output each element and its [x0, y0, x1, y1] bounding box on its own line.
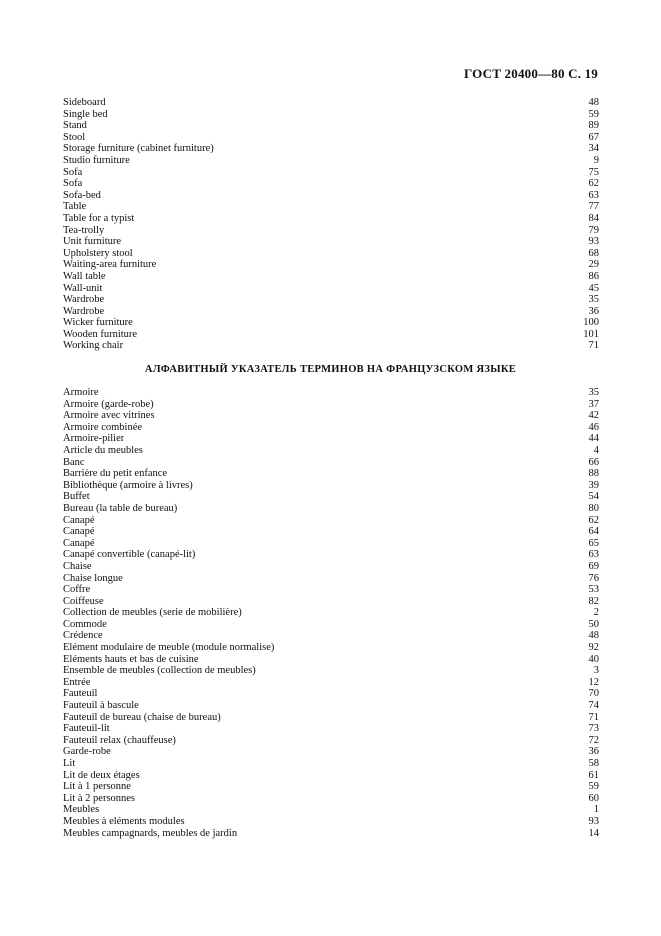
index-number: 86 — [588, 270, 599, 282]
index-number: 75 — [588, 166, 599, 178]
index-term: Lit — [63, 758, 76, 769]
index-entry — [63, 804, 599, 816]
index-term: Upholstery stool — [63, 247, 133, 259]
index-term: Fauteuil de bureau (chaise de bureau) — [63, 711, 221, 723]
index-entry — [63, 654, 599, 666]
index-entry — [63, 793, 599, 805]
index-term: Working chair — [63, 340, 124, 352]
index-term: Sofa — [63, 166, 83, 178]
index-number: 39 — [588, 479, 599, 491]
index-entry — [63, 596, 599, 608]
index-number: 68 — [588, 247, 599, 259]
index-number: 65 — [588, 537, 599, 549]
index-number: 54 — [588, 491, 599, 503]
index-term: Meubles — [63, 804, 100, 816]
index-entry — [63, 549, 599, 561]
index-number: 84 — [588, 212, 599, 224]
index-entry — [63, 712, 599, 724]
index-entry — [63, 132, 599, 144]
index-term: Coffre — [63, 584, 91, 596]
index-number: 101 — [583, 328, 599, 340]
index-entry — [63, 758, 599, 770]
index-number: 45 — [588, 282, 599, 294]
index-term: Crédence — [63, 630, 103, 642]
index-term: Fauteuil à bascule — [63, 700, 139, 712]
index-number: 36 — [588, 305, 599, 317]
index-entry — [63, 109, 599, 121]
index-number: 63 — [588, 189, 599, 201]
index-term: Wardrobe — [63, 305, 105, 317]
index-entry — [63, 225, 599, 237]
index-number: 100 — [583, 317, 599, 329]
index-entry — [63, 97, 599, 109]
index-number: 9 — [593, 154, 599, 166]
index-term: Wall-unit — [63, 282, 103, 294]
index-number: 59 — [588, 108, 599, 120]
index-entry — [63, 607, 599, 619]
index-number: 35 — [588, 294, 599, 306]
index-term: Meubles campagnards, meubles de jardin — [63, 827, 238, 839]
index-entry — [63, 271, 599, 283]
index-number: 72 — [588, 734, 599, 746]
index-entry — [63, 781, 599, 793]
index-entry — [63, 573, 599, 585]
index-number: 63 — [588, 549, 599, 561]
english-index-list — [63, 97, 599, 352]
index-term: Armoire-pilier — [63, 433, 125, 445]
index-entry — [63, 503, 599, 515]
index-term: Fauteuil-lit — [63, 723, 110, 735]
index-number: 60 — [588, 792, 599, 804]
index-entry — [63, 677, 599, 689]
index-number: 3 — [593, 665, 599, 677]
index-entry — [63, 538, 599, 550]
index-number: 46 — [588, 421, 599, 433]
index-entry — [63, 735, 599, 747]
index-term: Chaise — [63, 560, 92, 572]
index-entry — [63, 526, 599, 538]
index-number: 2 — [593, 607, 599, 619]
index-number: 29 — [588, 259, 599, 271]
index-term: Lit à 2 personnes — [63, 792, 136, 804]
index-number: 4 — [593, 444, 599, 456]
index-number: 14 — [588, 827, 599, 839]
index-entry — [63, 457, 599, 469]
index-term: Canapé convertible (canapé-lit) — [63, 549, 196, 561]
index-number: 36 — [588, 746, 599, 758]
index-number: 66 — [588, 456, 599, 468]
index-number: 74 — [588, 700, 599, 712]
index-entry — [63, 515, 599, 527]
index-term: Bureau (la table de bureau) — [63, 502, 178, 514]
index-entry — [63, 816, 599, 828]
french-index-list — [63, 387, 599, 839]
index-term: Banc — [63, 456, 85, 468]
index-number: 48 — [588, 97, 599, 108]
index-entry — [63, 468, 599, 480]
index-entry — [63, 201, 599, 213]
index-term: Table — [63, 201, 87, 213]
index-entry — [63, 723, 599, 735]
index-term: Coiffeuse — [63, 595, 104, 607]
page-header: ГОСТ 20400—80 С. 19 — [464, 66, 598, 81]
index-entry — [63, 433, 599, 445]
index-entry — [63, 213, 599, 225]
index-term: Canapé — [63, 537, 95, 549]
index-term: Stool — [63, 131, 86, 143]
index-term: Eléments hauts et bas de cuisine — [63, 653, 199, 665]
index-entry — [63, 445, 599, 457]
index-term: Armoire combinée — [63, 421, 143, 433]
index-number: 34 — [588, 143, 599, 155]
index-entry — [63, 642, 599, 654]
index-term: Unit furniture — [63, 236, 122, 248]
index-number: 70 — [588, 688, 599, 700]
index-number: 48 — [588, 630, 599, 642]
index-entry — [63, 167, 599, 179]
index-entry — [63, 329, 599, 341]
index-number: 82 — [588, 595, 599, 607]
index-term: Waiting-area furniture — [63, 259, 157, 271]
index-term: Sofa-bed — [63, 189, 101, 201]
index-entry — [63, 340, 599, 352]
index-term: Lit à 1 personne — [63, 781, 131, 793]
index-number: 62 — [588, 178, 599, 190]
index-term: Elément modulaire de meuble (module normalise) — [63, 642, 275, 654]
index-entry — [63, 480, 599, 492]
index-term: Table for a typist — [63, 212, 135, 224]
index-number: 80 — [588, 502, 599, 514]
index-number: 92 — [588, 642, 599, 654]
index-entry — [63, 143, 599, 155]
index-entry — [63, 387, 599, 399]
index-entry — [63, 770, 599, 782]
index-number: 53 — [588, 584, 599, 596]
index-number: 67 — [588, 131, 599, 143]
index-number: 71 — [588, 340, 599, 352]
index-term: Canapé — [63, 514, 95, 526]
french-index-heading: АЛФАВИТНЫЙ УКАЗАТЕЛЬ ТЕРМИНОВ НА ФРАНЦУЗСКОМ ЯЗЫКЕ — [144, 364, 517, 375]
index-term: Storage furniture (cabinet furniture) — [63, 143, 214, 155]
index-entry — [63, 120, 599, 132]
index-entry — [63, 155, 599, 167]
index-entry — [63, 828, 599, 840]
index-term: Fauteuil — [63, 688, 98, 700]
index-term: Entrée — [63, 676, 91, 688]
index-term: Fauteuil relax (chauffeuse) — [63, 734, 176, 746]
index-term: Studio furniture — [63, 154, 130, 166]
index-number: 50 — [588, 618, 599, 630]
index-number: 37 — [588, 398, 599, 410]
index-entry — [63, 630, 599, 642]
index-number: 35 — [588, 387, 599, 398]
index-term: Wicker furniture — [63, 317, 133, 329]
index-number: 42 — [588, 410, 599, 422]
index-entry — [63, 399, 599, 411]
index-number: 71 — [588, 711, 599, 723]
index-number: 1 — [593, 804, 599, 816]
index-entry — [63, 178, 599, 190]
index-entry — [63, 294, 599, 306]
index-term: Ensemble de meubles (collection de meubles) — [63, 665, 256, 677]
index-term: Armoire avec vitrines — [63, 410, 155, 422]
index-number: 40 — [588, 653, 599, 665]
index-entry — [63, 665, 599, 677]
index-term: Stand — [63, 120, 87, 132]
index-entry — [63, 561, 599, 573]
index-term: Armoire — [63, 387, 99, 398]
index-entry — [63, 317, 599, 329]
index-term: Barrière du petit enfance — [63, 468, 168, 480]
index-term: Buffet — [63, 491, 90, 503]
index-entry — [63, 746, 599, 758]
index-number: 58 — [588, 758, 599, 769]
index-number: 59 — [588, 781, 599, 793]
index-number: 93 — [588, 815, 599, 827]
index-term: Sideboard — [63, 97, 106, 108]
index-number: 44 — [588, 433, 599, 445]
index-entry — [63, 688, 599, 700]
index-number: 88 — [588, 468, 599, 480]
index-number: 77 — [588, 201, 599, 213]
index-term: Wall table — [63, 270, 106, 282]
index-term: Chaise longue — [63, 572, 123, 584]
index-entry — [63, 248, 599, 260]
index-term: Collection de meubles (serie de mobilière) — [63, 607, 242, 619]
index-number: 12 — [588, 676, 599, 688]
index-entry — [63, 190, 599, 202]
index-number: 73 — [588, 723, 599, 735]
index-number: 61 — [588, 769, 599, 781]
index-term: Meubles à eléments modules — [63, 815, 185, 827]
index-term: Canapé — [63, 526, 95, 538]
index-term: Wardrobe — [63, 294, 105, 306]
index-entry — [63, 491, 599, 503]
index-term: Commode — [63, 618, 107, 630]
index-term: Wooden furniture — [63, 328, 138, 340]
index-number: 62 — [588, 514, 599, 526]
index-term: Tea-trolly — [63, 224, 105, 236]
index-term: Article du meubles — [63, 444, 143, 456]
index-term: Garde-robe — [63, 746, 111, 758]
index-number: 76 — [588, 572, 599, 584]
index-term: Bibliothèque (armoire à livres) — [63, 479, 193, 491]
index-entry — [63, 259, 599, 271]
index-entry — [63, 236, 599, 248]
index-number: 64 — [588, 526, 599, 538]
index-term: Lit de deux étages — [63, 769, 140, 781]
index-number: 79 — [588, 224, 599, 236]
index-entry — [63, 619, 599, 631]
index-entry — [63, 584, 599, 596]
index-number: 89 — [588, 120, 599, 132]
index-term: Armoire (garde-robe) — [63, 398, 154, 410]
index-number: 93 — [588, 236, 599, 248]
index-entry — [63, 700, 599, 712]
index-number: 69 — [588, 560, 599, 572]
index-term: Single bed — [63, 108, 108, 120]
index-entry — [63, 306, 599, 318]
index-entry — [63, 410, 599, 422]
index-entry — [63, 283, 599, 295]
index-term: Sofa — [63, 178, 83, 190]
index-entry — [63, 422, 599, 434]
